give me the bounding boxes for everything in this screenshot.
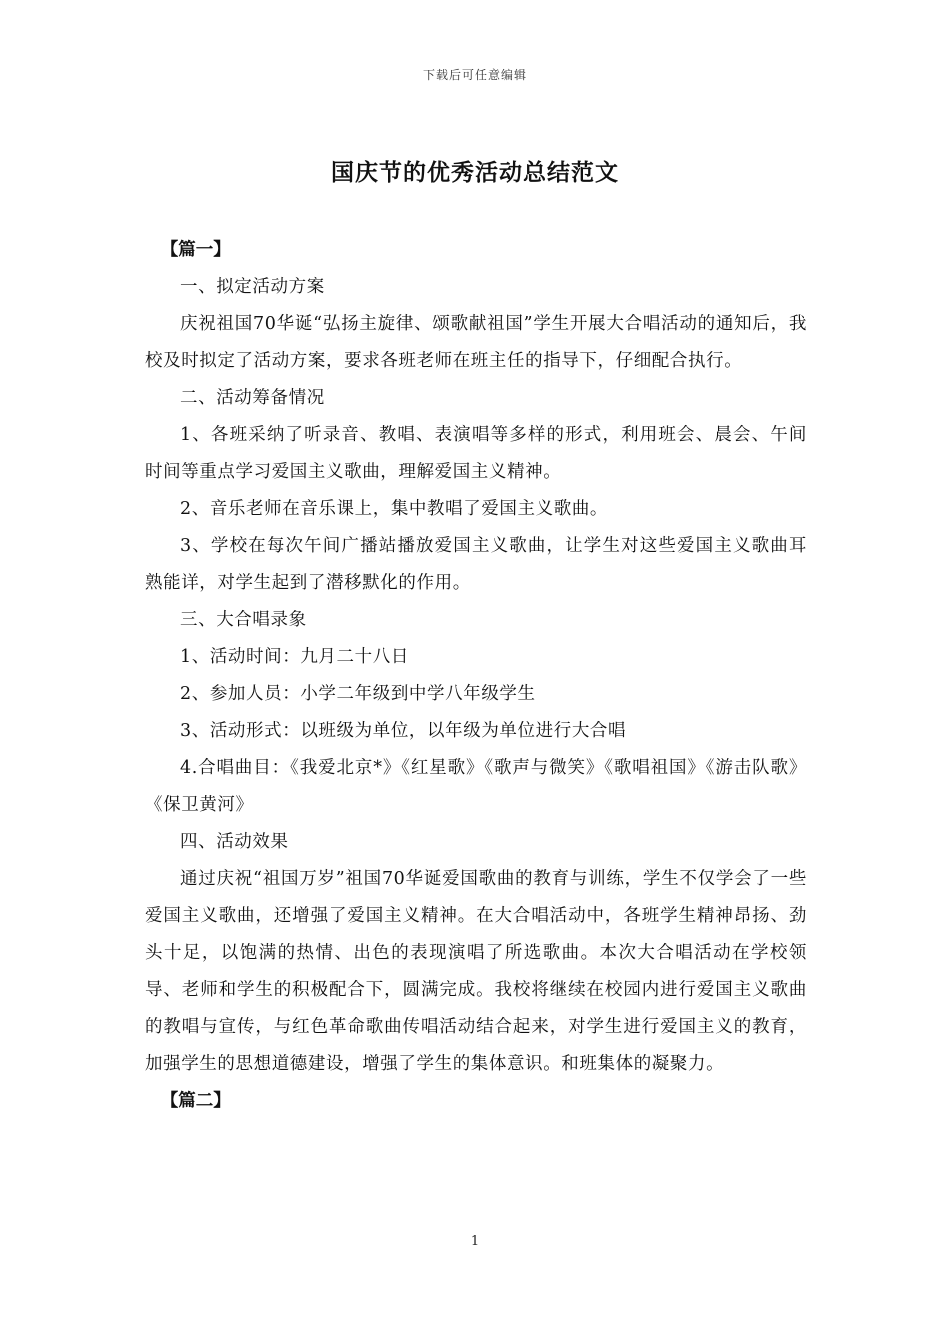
paragraph-effect: 通过庆祝“祖国万岁”祖国70华诞爱国歌曲的教育与训练，学生不仅学会了一些爱国主义歌曲，还增强了爱国主义精神。在大合唱活动中，各班学生精神昂扬、劲头十足，以饱满的热情、出色的表现演唱了所选歌曲。本次大合唱活动在学校领导、老师和学生的积极配合下，圆满完成。我校将继续在校园内进行爱国主义歌曲的教唱与宣传，与红色革命歌曲传唱活动结合起来，对学生进行爱国主义的教育，加强学生的思想道德建设，增强了学生的集体意识。和班集体的凝聚力。	[145, 869, 807, 1074]
paragraph-plan: 庆祝祖国70华诞“弘扬主旋律、颂歌献祖国”学生开展大合唱活动的通知后，我校及时拟定了活动方案，要求各班老师在班主任的指导下，仔细配合执行。	[145, 314, 807, 371]
section-label-part2: 【篇二】	[160, 1091, 231, 1111]
paragraph-preparation-3: 3、学校在每次午间广播站播放爱国主义歌曲，让学生对这些爱国主义歌曲耳熟能详，对学生起到了潜移默化的作用。	[145, 536, 807, 593]
paragraph-format: 3、活动形式：以班级为单位，以年级为单位进行大合唱	[180, 721, 627, 741]
section-label-part1: 【篇一】	[160, 240, 231, 260]
heading-recording: 三、大合唱录象	[180, 610, 307, 630]
paragraph-preparation-1: 1、各班采纳了听录音、教唱、表演唱等多样的形式，利用班会、晨会、午间时间等重点学习爱国主义歌曲，理解爱国主义精神。	[145, 425, 807, 482]
document-title: 国庆节的优秀活动总结范文	[331, 159, 619, 186]
paragraph-preparation-2: 2、音乐老师在音乐课上，集中教唱了爱国主义歌曲。	[180, 499, 609, 519]
paragraph-time: 1、活动时间：九月二十八日	[180, 647, 409, 667]
header-note: 下载后可任意编辑	[422, 68, 527, 82]
heading-effect: 四、活动效果	[180, 832, 289, 852]
paragraph-participants: 2、参加人员：小学二年级到中学八年级学生	[180, 684, 536, 704]
page-number: 1	[470, 1234, 480, 1249]
document-body	[145, 232, 807, 1120]
heading-plan: 一、拟定活动方案	[180, 277, 325, 297]
heading-preparation: 二、活动筹备情况	[180, 388, 325, 408]
paragraph-songs: 4.合唱曲目：《我爱北京*》《红星歌》《歌声与微笑》《歌唱祖国》《游击队歌》《保卫黄河》	[145, 758, 807, 815]
